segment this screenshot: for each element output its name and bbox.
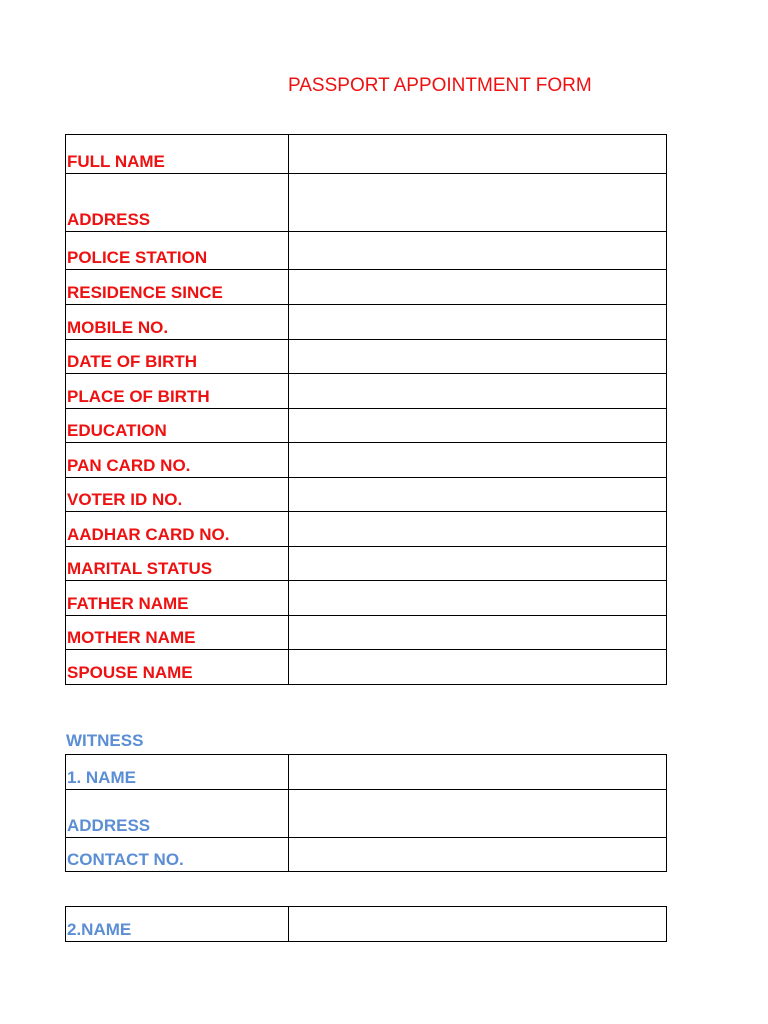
witness-1-name-field[interactable] — [289, 755, 667, 790]
witness-2-table — [65, 906, 667, 942]
field-label: 1. NAME — [66, 755, 289, 790]
table-row — [66, 581, 667, 616]
field-label: PAN CARD NO. — [66, 443, 289, 478]
table-row — [66, 374, 667, 409]
marital-status-field[interactable] — [289, 547, 667, 581]
table-row — [66, 907, 667, 942]
table-row — [66, 755, 667, 790]
mobile-no-field[interactable] — [289, 305, 667, 340]
field-label: MOBILE NO. — [66, 305, 289, 340]
field-label: SPOUSE NAME — [66, 650, 289, 685]
field-label: EDUCATION — [66, 409, 289, 443]
witness-1-address-field[interactable] — [289, 790, 667, 838]
field-label: VOTER ID NO. — [66, 478, 289, 512]
table-row — [66, 232, 667, 270]
table-row — [66, 790, 667, 838]
field-label: 2.NAME — [66, 907, 289, 942]
address-field[interactable] — [289, 174, 667, 232]
witness-heading: WITNESS — [66, 731, 144, 750]
field-label: POLICE STATION — [66, 232, 289, 270]
field-label: PLACE OF BIRTH — [66, 374, 289, 409]
table-row — [66, 409, 667, 443]
table-row — [66, 443, 667, 478]
witness-2-name-field[interactable] — [289, 907, 667, 942]
spouse-name-field[interactable] — [289, 650, 667, 685]
form-title: PASSPORT APPOINTMENT FORM — [288, 75, 592, 96]
witness-1-table — [65, 754, 667, 872]
police-station-field[interactable] — [289, 232, 667, 270]
residence-since-field[interactable] — [289, 270, 667, 305]
field-label: FULL NAME — [66, 135, 289, 174]
field-label: DATE OF BIRTH — [66, 340, 289, 374]
table-row — [66, 650, 667, 685]
field-label: ADDRESS — [66, 790, 289, 838]
table-row — [66, 512, 667, 547]
field-label: RESIDENCE SINCE — [66, 270, 289, 305]
table-row — [66, 478, 667, 512]
table-row — [66, 174, 667, 232]
field-label: ADDRESS — [66, 174, 289, 232]
field-label: CONTACT NO. — [66, 838, 289, 872]
voter-id-no-field[interactable] — [289, 478, 667, 512]
date-of-birth-field[interactable] — [289, 340, 667, 374]
table-row — [66, 547, 667, 581]
table-row — [66, 838, 667, 872]
witness-1-contact-no-field[interactable] — [289, 838, 667, 872]
field-label: MARITAL STATUS — [66, 547, 289, 581]
table-row — [66, 305, 667, 340]
applicant-details-table — [65, 134, 667, 685]
field-label: AADHAR CARD NO. — [66, 512, 289, 547]
table-row — [66, 616, 667, 650]
mother-name-field[interactable] — [289, 616, 667, 650]
pan-card-no-field[interactable] — [289, 443, 667, 478]
table-row — [66, 340, 667, 374]
aadhar-card-no-field[interactable] — [289, 512, 667, 547]
education-field[interactable] — [289, 409, 667, 443]
full-name-field[interactable] — [289, 135, 667, 174]
table-row — [66, 135, 667, 174]
field-label: MOTHER NAME — [66, 616, 289, 650]
place-of-birth-field[interactable] — [289, 374, 667, 409]
field-label: FATHER NAME — [66, 581, 289, 616]
table-row — [66, 270, 667, 305]
father-name-field[interactable] — [289, 581, 667, 616]
